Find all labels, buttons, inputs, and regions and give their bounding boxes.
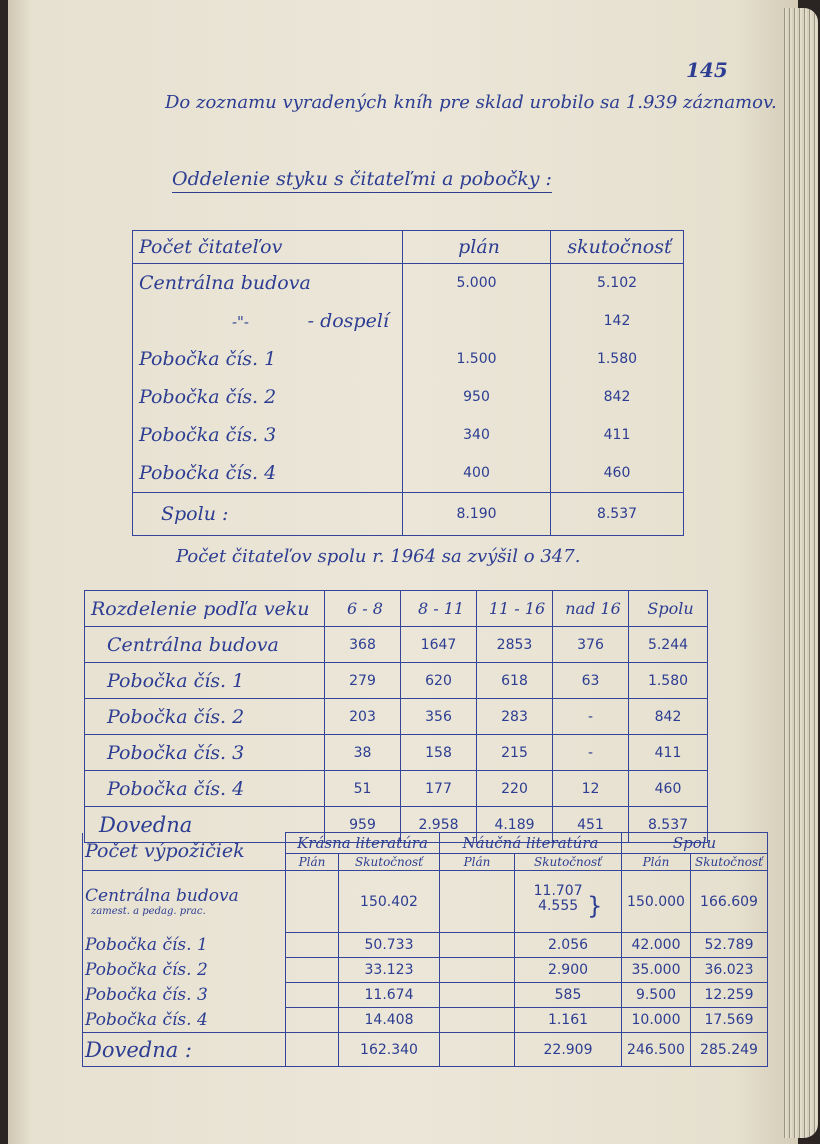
value-cell: 63 [553,663,629,699]
actual-cell: 1.161 [515,1008,622,1033]
value-cell: 2853 [477,627,553,663]
value-cell: 203 [325,699,401,735]
plan-cell [440,983,515,1008]
actual-cell: 162.340 [339,1033,440,1067]
value-cell: 283 [477,699,553,735]
header-cell: 8 - 11 [401,591,477,627]
header-cell: Rozdelenie podľa veku [85,591,325,627]
row-label-text: Centrálna budova [85,886,239,907]
table-row [85,627,708,663]
value-cell: 4.189 [477,807,553,843]
actual-cell: 33.123 [339,958,440,983]
plan-cell [286,871,339,933]
table-header-row [83,833,768,854]
actual-cell: 150.402 [339,871,440,933]
page-number: 145 [686,58,728,82]
row-label [83,871,286,933]
actual-cell: 166.609 [691,871,768,933]
actual-cell: 460 [551,454,684,493]
plan-cell: 35.000 [622,958,691,983]
header-cell: skutočnosť [551,231,684,264]
table-header-row [85,591,708,627]
plan-cell: 5.000 [403,264,551,303]
plan-cell: 950 [403,378,551,416]
value-cell: 376 [553,627,629,663]
plan-cell [286,933,339,958]
table-row [133,340,684,378]
table-row [133,378,684,416]
value-cell: 356 [401,699,477,735]
actual-value: 4.555 [538,897,579,914]
header-cell: Počet výpožičiek [83,833,286,871]
total-row [133,493,684,536]
table-row [85,735,708,771]
row-label: Pobočka čís. 4 [85,771,325,807]
row-label: Pobočka čís. 4 [83,1008,286,1033]
value-cell: 368 [325,627,401,663]
table-row [85,663,708,699]
value-cell: 8.537 [629,807,708,843]
plan-cell: 10.000 [622,1008,691,1033]
plan-cell [286,958,339,983]
value-cell: - [553,735,629,771]
row-label: Pobočka čís. 2 [85,699,325,735]
subheader-cell: Plán [440,854,515,871]
row-label: Pobočka čís. 3 [133,416,403,454]
plan-cell [440,933,515,958]
plan-cell [403,302,551,340]
table-row [83,933,768,958]
plan-cell: 1.500 [403,340,551,378]
value-cell: 38 [325,735,401,771]
actual-cell: 12.259 [691,983,768,1008]
subheader-cell: Skutočnosť [691,854,768,871]
value-cell: 279 [325,663,401,699]
header-cell: nad 16 [553,591,629,627]
plan-cell: 340 [403,416,551,454]
plan-cell [286,1008,339,1033]
readers-table [132,230,684,536]
header-cell: Počet čitateľov [133,231,403,264]
actual-cell: 14.408 [339,1008,440,1033]
plan-cell [440,1033,515,1067]
value-cell: 215 [477,735,553,771]
table-row [83,1008,768,1033]
row-label [133,302,403,340]
table-row [85,699,708,735]
header-cell: 11 - 16 [477,591,553,627]
actual-cell: 2.900 [515,958,622,983]
page-edges [782,8,818,1138]
value-cell: 451 [553,807,629,843]
value-cell: 618 [477,663,553,699]
actual-cell: 842 [551,378,684,416]
brace-mark: } [587,891,603,920]
subheader-cell: Skutočnosť [339,854,440,871]
subheader-cell: Skutočnosť [515,854,622,871]
total-label: Spolu : [133,493,403,536]
actual-cell: 142 [551,302,684,340]
value-cell: 5.244 [629,627,708,663]
group-header: Náučná literatúra [440,833,622,854]
actual-cell: 2.056 [515,933,622,958]
value-cell: - [553,699,629,735]
value-cell: 1647 [401,627,477,663]
age-distribution-table [84,590,708,843]
actual-value: 11.707 [533,882,583,899]
intro-text: Do zoznamu vyradených kníh pre sklad urobilo sa 1.939 záznamov. [165,92,777,113]
total-actual: 8.537 [551,493,684,536]
plan-cell: 150.000 [622,871,691,933]
actual-cell: 5.102 [551,264,684,303]
row-label: Pobočka čís. 3 [83,983,286,1008]
row-label: Pobočka čís. 3 [85,735,325,771]
value-cell: 177 [401,771,477,807]
value-cell: 842 [629,699,708,735]
table-row [133,302,684,340]
plan-cell: 246.500 [622,1033,691,1067]
actual-cell: 411 [551,416,684,454]
total-label: Dovedna : [83,1033,286,1067]
value-cell: 460 [629,771,708,807]
table-row [83,871,768,933]
total-row [83,1033,768,1067]
actual-cell [515,871,622,933]
plan-cell [440,1008,515,1033]
subheader-cell: Plán [286,854,339,871]
row-label: Pobočka čís. 2 [133,378,403,416]
table-row [83,958,768,983]
row-sublabel: - dospelí [307,310,389,332]
value-cell: 51 [325,771,401,807]
table-row [133,454,684,493]
actual-cell: 11.674 [339,983,440,1008]
actual-cell: 52.789 [691,933,768,958]
plan-cell [440,871,515,933]
readers-note: Počet čitateľov spolu r. 1964 sa zvýšil o 347. [176,546,581,567]
total-label: Dovedna [85,807,325,843]
row-label: Pobočka čís. 1 [133,340,403,378]
plan-cell: 400 [403,454,551,493]
actual-cell: 22.909 [515,1033,622,1067]
group-header: Spolu [622,833,768,854]
table-header-row [133,231,684,264]
actual-cell: 36.023 [691,958,768,983]
header-cell: plán [403,231,551,264]
ditto-mark: -"- [231,313,249,331]
subheader-cell: Plán [622,854,691,871]
value-cell: 411 [629,735,708,771]
plan-cell [440,958,515,983]
row-label: Centrálna budova [133,264,403,303]
actual-cell: 50.733 [339,933,440,958]
table-row [133,264,684,303]
row-label: Pobočka čís. 2 [83,958,286,983]
row-label: Pobočka čís. 1 [83,933,286,958]
plan-cell: 9.500 [622,983,691,1008]
row-label: Pobočka čís. 4 [133,454,403,493]
section-heading: Oddelenie styku s čitateľmi a pobočky : [172,168,552,193]
actual-cell: 1.580 [551,340,684,378]
value-cell: 1.580 [629,663,708,699]
plan-cell [286,1033,339,1067]
table-row [83,983,768,1008]
actual-cell: 285.249 [691,1033,768,1067]
value-cell: 2.958 [401,807,477,843]
group-header: Krásna literatúra [286,833,440,854]
row-label: Centrálna budova [85,627,325,663]
row-label: Pobočka čís. 1 [85,663,325,699]
total-plan: 8.190 [403,493,551,536]
plan-cell: 42.000 [622,933,691,958]
value-cell: 220 [477,771,553,807]
value-cell: 959 [325,807,401,843]
value-cell: 158 [401,735,477,771]
row-sublabel: zamest. a pedag. prac. [91,906,206,918]
header-cell: 6 - 8 [325,591,401,627]
table-row [85,771,708,807]
actual-cell: 585 [515,983,622,1008]
loans-table [82,832,768,1067]
plan-cell [286,983,339,1008]
value-cell: 12 [553,771,629,807]
table-row [133,416,684,454]
header-cell: Spolu [629,591,708,627]
value-cell: 620 [401,663,477,699]
actual-cell: 17.569 [691,1008,768,1033]
